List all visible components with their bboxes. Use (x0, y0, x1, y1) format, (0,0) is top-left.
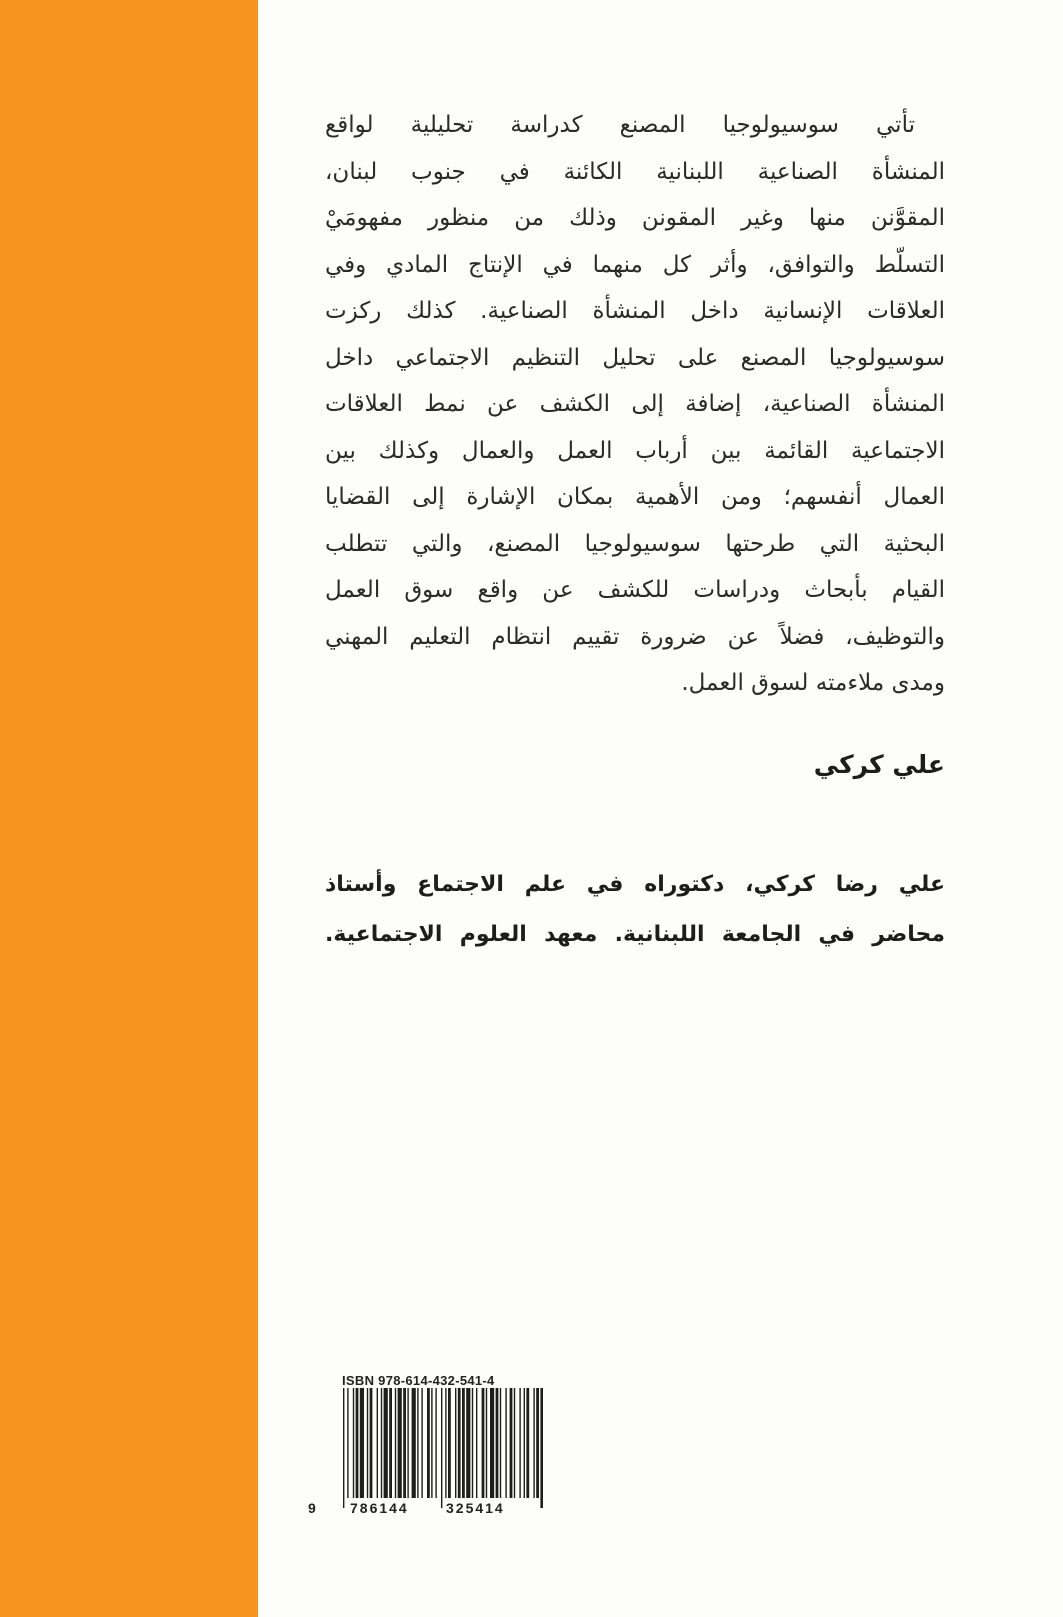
barcode-bar (389, 1388, 392, 1498)
barcode-bar (343, 1388, 344, 1508)
barcode-bar (466, 1388, 470, 1498)
orange-spine-band (0, 0, 258, 1617)
barcode-bar (514, 1388, 515, 1498)
barcode-digit-lead: 9 (308, 1500, 316, 1516)
barcode-bar (381, 1388, 382, 1498)
barcode-bar (417, 1388, 418, 1498)
barcode-bar (441, 1388, 442, 1508)
bio-line: علي رضا كركي، دكتوراه في علم الاجتماع وأستاذ (325, 872, 945, 897)
barcode-bar (435, 1388, 436, 1498)
barcode-bar (496, 1388, 499, 1498)
barcode (343, 1388, 543, 1508)
blurb-line: الاجتماعية القائمة بين أرباب العمل والعمال وكذلك بين (325, 437, 945, 464)
barcode-bar (526, 1388, 529, 1498)
barcode-bar (367, 1388, 368, 1498)
barcode-bar (407, 1388, 408, 1498)
barcode-digits-right: 325414 (446, 1500, 505, 1516)
barcode-bar (353, 1388, 354, 1498)
barcode-bar (445, 1388, 446, 1498)
barcode-bar (472, 1388, 473, 1498)
barcode-bar (505, 1388, 506, 1498)
blurb-line: العلاقات الإنسانية داخل المنشأة الصناعية. كذلك ركزت (325, 298, 945, 324)
barcode-bar (448, 1388, 451, 1498)
barcode-bar (462, 1388, 465, 1498)
barcode-bar (482, 1388, 485, 1498)
barcode-bar (398, 1388, 402, 1498)
barcode-bar (412, 1388, 416, 1498)
barcode-bar (519, 1388, 520, 1498)
barcode-bar (431, 1388, 432, 1498)
author-signature: علي كركي (813, 750, 945, 779)
bio-line: محاضر في الجامعة اللبنانية. معهد العلوم الاجتماعية. (325, 922, 945, 947)
blurb-line: المنشأة الصناعية، إضافة إلى الكشف عن نمط العلاقات (325, 391, 945, 417)
barcode-bar (510, 1388, 513, 1498)
blurb-line: العمال أنفسهم؛ ومن الأهمية بمكان الإشارة إلى القضايا (325, 484, 945, 510)
blurb-line: البحثية التي طرحتها سوسيولوجيا المصنع، والتي تتطلب (325, 530, 945, 557)
barcode-bar (476, 1388, 477, 1498)
barcode-bar (377, 1388, 378, 1498)
barcode-bar (458, 1388, 461, 1498)
blurb-text (325, 102, 945, 707)
blurb-line: سوسيولوجيا المصنع على تحليل التنظيم الاجتماعي داخل (325, 344, 945, 371)
barcode-bar (427, 1388, 430, 1498)
blurb-line: القيام بأبحاث ودراسات للكشف عن واقع سوق العمل (325, 577, 945, 603)
barcode-bar (455, 1388, 456, 1498)
barcode-bar (356, 1388, 359, 1498)
barcode-bar (421, 1388, 422, 1498)
isbn-label: ISBN 978-614-432-541-4 (342, 1373, 495, 1388)
barcode-bar (347, 1388, 348, 1498)
barcode-bar (370, 1388, 373, 1498)
blurb-line: تأتي سوسيولوجيا المصنع كدراسة تحليلية لواقع (325, 112, 915, 138)
barcode-bar (533, 1388, 534, 1498)
barcode-bar (536, 1388, 539, 1498)
barcode-bar (490, 1388, 494, 1498)
barcode-bar (540, 1388, 543, 1508)
blurb-line: المقوَّنن منها وغير المقونن وذلك من منظور مفهومَيْ (325, 205, 945, 231)
author-bio (325, 860, 945, 960)
barcode-bar (403, 1388, 406, 1498)
blurb-line: التسلّط والتوافق، وأثر كل منهما في الإنتاج المادي وفي (325, 251, 945, 278)
blurb-line: المنشأة الصناعية اللبنانية الكائنة في جنوب لبنان، (325, 158, 945, 185)
barcode-bar (486, 1388, 487, 1498)
blurb-line: والتوظيف، فضلاً عن ضرورة تقييم انتظام التعليم المهني (325, 623, 945, 650)
barcode-digits-left: 786144 (350, 1500, 409, 1516)
barcode-bar (384, 1388, 388, 1498)
barcode-bar (524, 1388, 525, 1498)
barcode-bar (395, 1388, 396, 1498)
barcode-bar (360, 1388, 364, 1498)
blurb-line: ومدى ملاءمته لسوق العمل. (681, 670, 945, 696)
barcode-bar (500, 1388, 501, 1498)
